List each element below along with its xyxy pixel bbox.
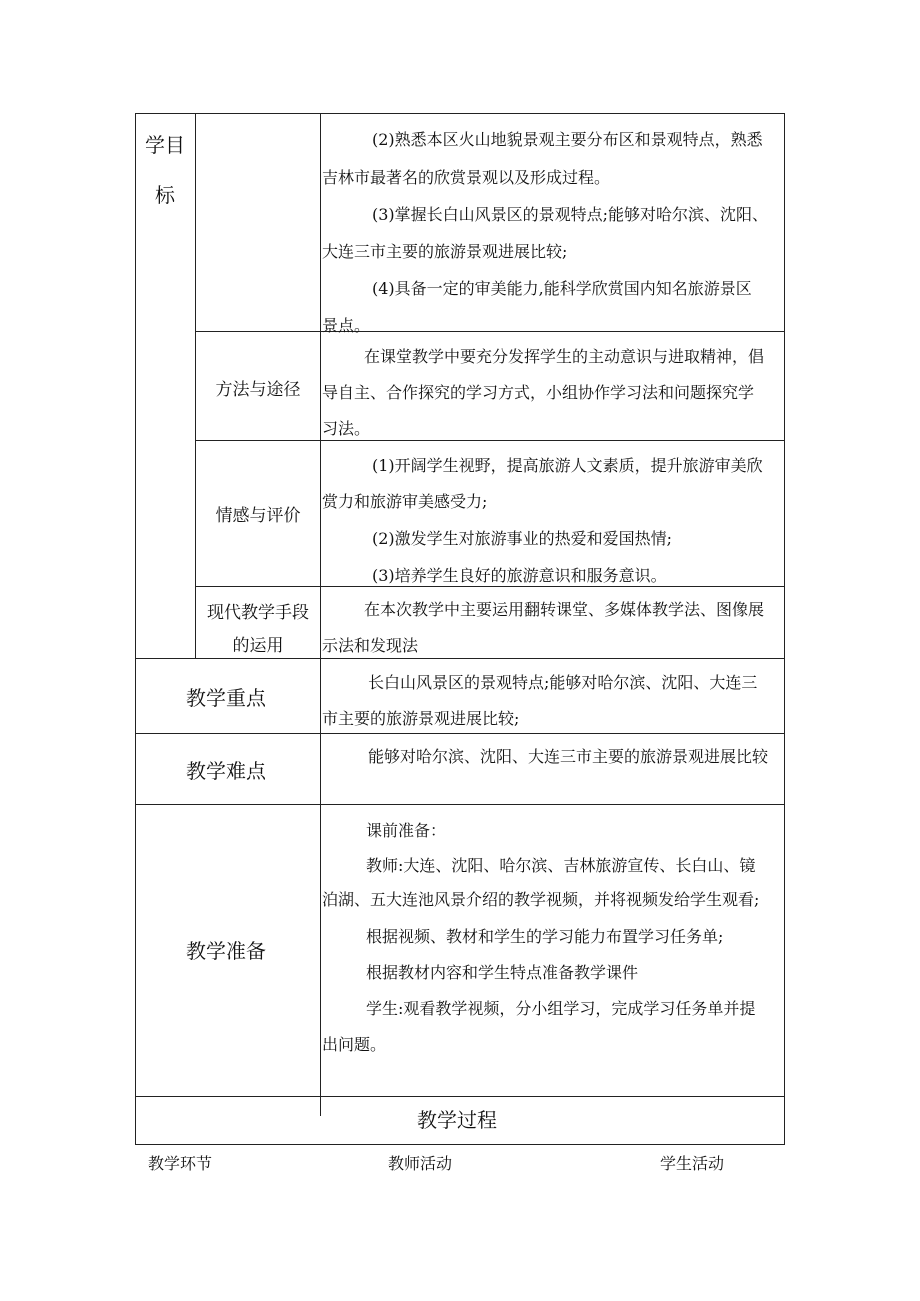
row-sep-preparation	[135, 804, 785, 805]
modern-label-line2: 的运用	[232, 636, 284, 656]
difficulties-label: 教学难点	[186, 759, 266, 783]
preparation-line4: 根据视频、教材和学生的学习能力布置学习任务单;	[366, 927, 724, 946]
objective-4-line2: 景点。	[322, 316, 371, 335]
row-sep-modern	[195, 586, 785, 587]
footer-col-teacher: 教师活动	[388, 1154, 453, 1173]
row-sep-process	[135, 1096, 785, 1097]
footer-col-student: 学生活动	[660, 1154, 725, 1173]
key-points-label: 教学重点	[186, 686, 266, 710]
objective-3-line1: (3)掌握长白山风景区的景观特点;能够对哈尔滨、沈阳、	[372, 205, 769, 224]
difficulties-line1: 能够对哈尔滨、沈阳、大连三市主要的旅游景观进展比较	[368, 747, 769, 766]
modern-line1: 在本次教学中主要运用翻转课堂、多媒体教学法、图像展	[364, 600, 765, 619]
preparation-line5: 根据教材内容和学生特点准备教学课件	[366, 963, 639, 982]
table-bottom-border	[135, 1144, 785, 1145]
preparation-line2: 教师:大连、沈阳、哈尔滨、吉林旅游宣传、长白山、镜	[366, 856, 756, 875]
preparation-line1: 课前准备：	[366, 821, 447, 840]
objective-2-line1: (2)熟悉本区火山地貌景观主要分布区和景观特点，熟悉	[372, 130, 763, 149]
row-sep-methods	[195, 331, 785, 332]
modern-line2: 示法和发现法	[322, 636, 419, 655]
table-left-border	[135, 113, 136, 1145]
table-top-border	[135, 113, 785, 114]
methods-line2: 导自主、合作探究的学习方式，小组协作学习法和问题探究学	[322, 383, 755, 402]
key-points-line1: 长白山风景区的景观特点;能够对哈尔滨、沈阳、大连三	[368, 673, 758, 692]
methods-label: 方法与途径	[215, 380, 301, 400]
modern-label-line1: 现代教学手段	[207, 603, 309, 623]
row-sep-keypoints	[135, 658, 785, 659]
methods-line3: 习法。	[322, 419, 371, 438]
emotion-2: (2)激发学生对旅游事业的热爱和爱国热情;	[372, 529, 673, 548]
preparation-label: 教学准备	[186, 939, 266, 963]
col-divider-2	[320, 113, 321, 1116]
objective-2-line2: 吉林市最著名的欣赏景观以及形成过程。	[322, 168, 611, 187]
key-points-line2: 市主要的旅游景观进展比较;	[322, 709, 520, 728]
objective-3-line2: 大连三市主要的旅游景观进展比较;	[322, 242, 568, 261]
emotion-1-line1: (1)开阔学生视野，提高旅游人文素质，提升旅游审美欣	[372, 456, 763, 475]
preparation-line3: 泊湖、五大连池风景介绍的教学视频，并将视频发给学生观看;	[322, 890, 760, 909]
row-sep-emotion	[195, 440, 785, 441]
row-sep-difficulties	[135, 733, 785, 734]
emotion-3: (3)培养学生良好的旅游意识和服务意识。	[372, 566, 667, 585]
preparation-line6: 学生:观看教学视频，分小组学习，完成学习任务单并提	[366, 999, 756, 1018]
objectives-label-line1: 学目	[145, 133, 185, 157]
emotion-1-line2: 赏力和旅游审美感受力;	[322, 492, 488, 511]
table-right-border	[784, 113, 785, 1145]
methods-line1: 在课堂教学中要充分发挥学生的主动意识与进取精神，倡	[364, 347, 765, 366]
process-title: 教学过程	[417, 1108, 497, 1132]
footer-col-stage: 教学环节	[148, 1154, 213, 1173]
emotion-label: 情感与评价	[215, 506, 301, 526]
objective-4-line1: (4)具备一定的审美能力,能科学欣赏国内知名旅游景区	[372, 279, 752, 298]
preparation-line7: 出问题。	[322, 1035, 387, 1054]
objectives-label-line2: 标	[155, 183, 175, 207]
